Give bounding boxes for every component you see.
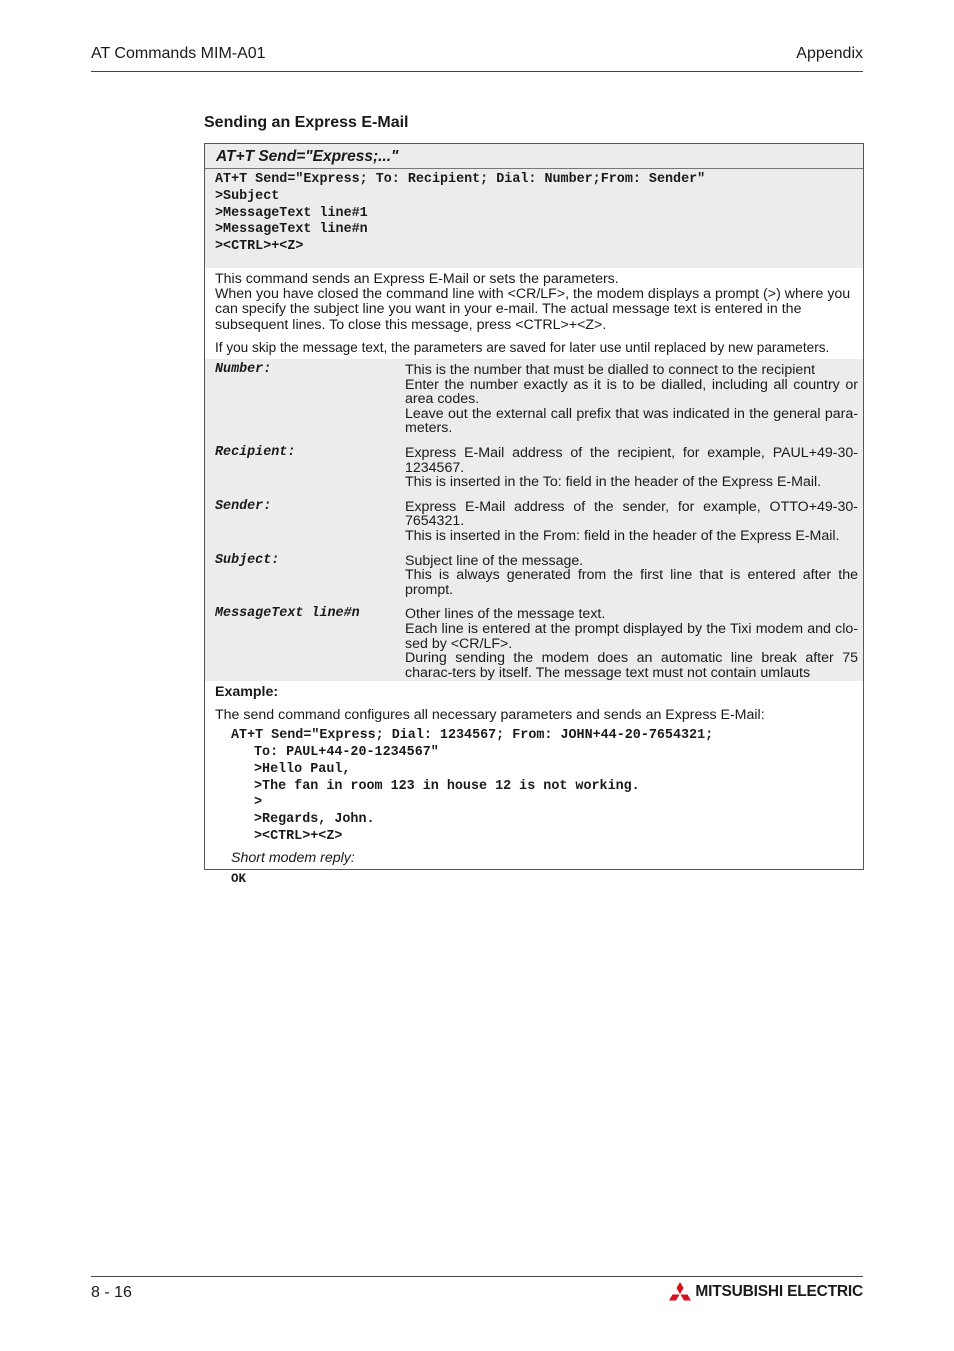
code-line: > [254, 795, 263, 811]
example-title: Example: [215, 684, 279, 701]
header-rule [91, 71, 863, 72]
parameter-name: MessageText line#n [215, 606, 360, 622]
parameter-row [215, 363, 858, 436]
code-line: ><CTRL>+<Z> [254, 829, 343, 845]
mitsubishi-diamonds-icon [669, 1282, 691, 1301]
parameter-desc-line: This is inserted in the To: field in the header of the Express E-Mail. [405, 474, 822, 491]
parameter-desc-line: During sending the modem does an automatic line break after 75 charac-ters by itself. The message text must not contain umlauts [405, 650, 858, 681]
example-code [215, 728, 853, 846]
parameter-row [215, 554, 858, 598]
example-section [205, 681, 863, 886]
parameter-desc-line: Other lines of the message text. [405, 606, 606, 623]
brand-name: MITSUBISHI ELECTRIC [695, 1282, 863, 1300]
description-line: This command sends an Express E-Mail or sets the parameters. [215, 270, 619, 287]
page-number: 8 - 16 [91, 1284, 132, 1301]
parameter-desc-line: Leave out the external call prefix that was indicated in the general para-meters. [405, 405, 858, 437]
parameter-desc-line: Enter the number exactly as it is to be dialled, including all country or area codes. [405, 376, 858, 408]
syntax-line: >MessageText line#n [215, 222, 368, 238]
parameter-name: Subject: [215, 552, 280, 568]
header-chapter: Appendix [796, 45, 863, 62]
command-box [204, 143, 864, 886]
parameter-desc-line: This is inserted in the From: field in the header of the Express E-Mail. [405, 527, 840, 544]
reply-code: OK [231, 871, 247, 886]
reply-label: Short modem reply: [231, 849, 355, 866]
header-document-title: AT Commands MIM-A01 [91, 45, 266, 62]
parameter-name: Recipient: [215, 444, 296, 460]
description-line: When you have closed the command line with <CR/LF>, the modem displays a prompt (>) where you can specify the subject line you want in your e-mail. The actual message text is entered in the subsequent lines. To close this message, press <CTRL>+<Z>. [215, 286, 851, 333]
footer-rule [91, 1276, 863, 1277]
example-intro: The send command configures all necessary parameters and sends an Express E-Mail: [215, 707, 765, 724]
brand-logo [669, 1282, 863, 1301]
code-line: >Regards, John. [254, 812, 375, 828]
description-note: If you skip the message text, the parameters are saved for later use until replaced by new parameters. [215, 339, 830, 355]
parameter-desc-line: This is the number that must be dialled to connect to the recipient [405, 362, 816, 378]
parameter-desc-line: Express E-Mail address of the recipient, for example, PAUL+49-30-1234567. [405, 444, 858, 476]
parameter-description [405, 607, 858, 680]
code-line: To: PAUL+44-20-1234567" [254, 745, 439, 761]
syntax-line: ><CTRL>+<Z> [215, 239, 304, 255]
parameter-name: Sender: [215, 498, 272, 514]
code-line: >The fan in room 123 in house 12 is not working. [254, 778, 640, 794]
command-syntax [205, 169, 863, 268]
parameter-description [405, 500, 858, 544]
parameter-table [205, 359, 863, 681]
syntax-line: AT+T Send="Express; To: Recipient; Dial: Number;From: Sender" [215, 172, 706, 187]
code-line: >Hello Paul, [254, 761, 351, 777]
parameter-description [405, 446, 858, 490]
parameter-row [215, 500, 858, 544]
code-line: AT+T Send="Express; Dial: 1234567; From: JOHN+44-20-7654321; [231, 728, 714, 744]
parameter-description [405, 554, 858, 598]
parameter-row [215, 607, 858, 680]
command-box-title: AT+T Send="Express;..." [205, 144, 863, 169]
parameter-desc-line: Express E-Mail address of the sender, for example, OTTO+49-30-7654321. [405, 498, 858, 530]
parameter-row [215, 446, 858, 490]
command-description [205, 268, 863, 355]
parameter-name: Number: [215, 362, 272, 377]
parameter-description [405, 363, 858, 436]
parameter-desc-line: Subject line of the message. [405, 552, 584, 569]
syntax-line: >Subject [215, 188, 280, 204]
parameter-desc-line: Each line is entered at the prompt displayed by the Tixi modem and clo-sed by <CR/LF>. [405, 620, 858, 652]
section-title: Sending an Express E-Mail [204, 114, 409, 131]
parameter-desc-line: This is always generated from the first line that is entered after the prompt. [405, 567, 858, 598]
syntax-line: >MessageText line#1 [215, 205, 368, 221]
